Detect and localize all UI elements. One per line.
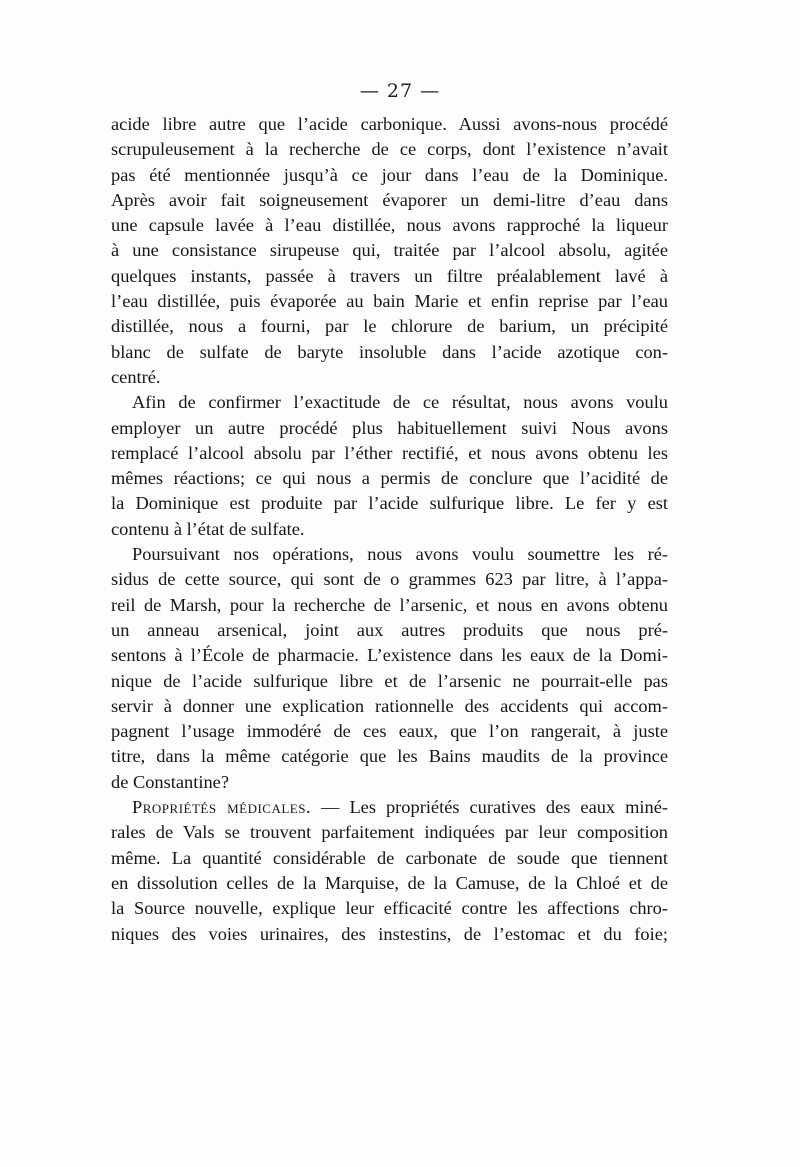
text-line: scrupuleusement à la recherche de ce corps, dont l’existence n’avait	[111, 139, 668, 160]
page-number: — 27 —	[359, 80, 441, 102]
text-line: même. La quantité considérable de carbonate de soude que tiennent	[111, 847, 668, 868]
text-line: la Source nouvelle, explique leur efficacité contre les affections chro-	[111, 898, 668, 919]
paragraph	[111, 365, 668, 390]
paragraph	[111, 820, 668, 845]
text-line: quelques instants, passée à travers un filtre préalablement lavé à	[111, 265, 668, 286]
text-line: Afin de confirmer l’exactitude de ce résultat, nous avons voulu	[132, 392, 668, 413]
paragraph	[111, 719, 668, 744]
paragraph	[111, 163, 668, 188]
paragraph	[111, 340, 668, 365]
text-line: acide libre autre que l’acide carbonique. Aussi avons-nous procédé	[111, 114, 668, 134]
text-line: blanc de sulfate de baryte insoluble dans l’acide azotique con-	[111, 341, 668, 362]
text-line: remplacé l’alcool absolu par l’éther rectifié, et nous avons obtenu les	[111, 442, 668, 463]
text-line: reil de Marsh, pour la recherche de l’arsenic, et nous en avons obtenu	[111, 594, 668, 615]
text-line: contenu à l’état de sulfate.	[111, 518, 305, 539]
paragraph	[111, 491, 668, 516]
section-heading: Propriétés médicales.	[132, 797, 312, 818]
text-line: pas été mentionnée jusqu’à ce jour dans l’eau de la Dominique.	[111, 164, 668, 185]
paragraph	[111, 669, 668, 694]
text-line: pagnent l’usage immodéré de ces eaux, que l’on rangerait, à juste	[111, 721, 668, 742]
text-line: une capsule lavée à l’eau distillée, nous avons rapproché la liqueur	[111, 215, 668, 236]
paragraph	[111, 289, 668, 314]
paragraph	[111, 593, 668, 618]
paragraph	[111, 188, 668, 213]
paragraph	[111, 213, 668, 238]
paragraph	[111, 416, 668, 441]
text-line: en dissolution celles de la Marquise, de la Camuse, de la Chloé et de	[111, 872, 668, 893]
text-line: titre, dans la même catégorie que les Bains maudits de la province	[111, 746, 668, 767]
paragraph	[111, 643, 668, 668]
paragraph	[111, 694, 668, 719]
paragraph	[111, 871, 668, 896]
paragraph	[111, 466, 668, 491]
paragraph	[111, 846, 668, 871]
paragraph	[111, 390, 668, 415]
paragraph	[111, 795, 668, 820]
paragraph	[111, 618, 668, 643]
text-line: Poursuivant nos opérations, nous avons voulu soumettre les ré-	[132, 544, 668, 565]
paragraph	[111, 922, 668, 947]
text-line: Après avoir fait soigneusement évaporer un demi-litre d’eau dans	[111, 189, 668, 210]
paragraph	[111, 264, 668, 289]
body-text	[111, 112, 668, 947]
paragraph	[111, 238, 668, 263]
text-line: de Constantine?	[111, 771, 229, 792]
text-line: sentons à l’École de pharmacie. L’existence dans les eaux de la Domi-	[111, 645, 668, 666]
paragraph	[111, 137, 668, 162]
paragraph	[111, 112, 668, 137]
text-line: un anneau arsenical, joint aux autres produits que nous pré-	[111, 619, 668, 640]
text-line: employer un autre procédé plus habituellement suivi Nous avons	[111, 417, 668, 438]
paragraph	[111, 567, 668, 592]
paragraph	[111, 517, 668, 542]
text-line: à une consistance sirupeuse qui, traitée par l’alcool absolu, agitée	[111, 240, 668, 261]
paragraph	[111, 441, 668, 466]
paragraph	[111, 314, 668, 339]
text-line: centré.	[111, 366, 161, 387]
paragraph	[111, 542, 668, 567]
paragraph	[111, 744, 668, 769]
text-line: distillée, nous a fourni, par le chlorure de barium, un précipité	[111, 316, 668, 337]
text-line: servir à donner une explication rationnelle des accidents qui accom-	[111, 695, 668, 716]
text-line: la Dominique est produite par l’acide sulfurique libre. Le fer y est	[111, 493, 668, 514]
paragraph	[111, 770, 668, 795]
text-line: — Les propriétés curatives des eaux miné-	[311, 797, 669, 818]
text-line: nique de l’acide sulfurique libre et de l’arsenic ne pourrait-elle pas	[111, 670, 668, 691]
text-line: mêmes réactions; ce qui nous a permis de conclure que l’acidité de	[111, 468, 668, 489]
paragraph	[111, 896, 668, 921]
text-line: sidus de cette source, qui sont de o grammes 623 par litre, à l’appa-	[111, 569, 668, 590]
text-line: l’eau distillée, puis évaporée au bain Marie et enfin reprise par l’eau	[111, 291, 668, 312]
text-line: rales de Vals se trouvent parfaitement indiquées par leur composition	[111, 822, 668, 843]
text-line: niques des voies urinaires, des instestins, de l’estomac et du foie;	[111, 923, 668, 944]
